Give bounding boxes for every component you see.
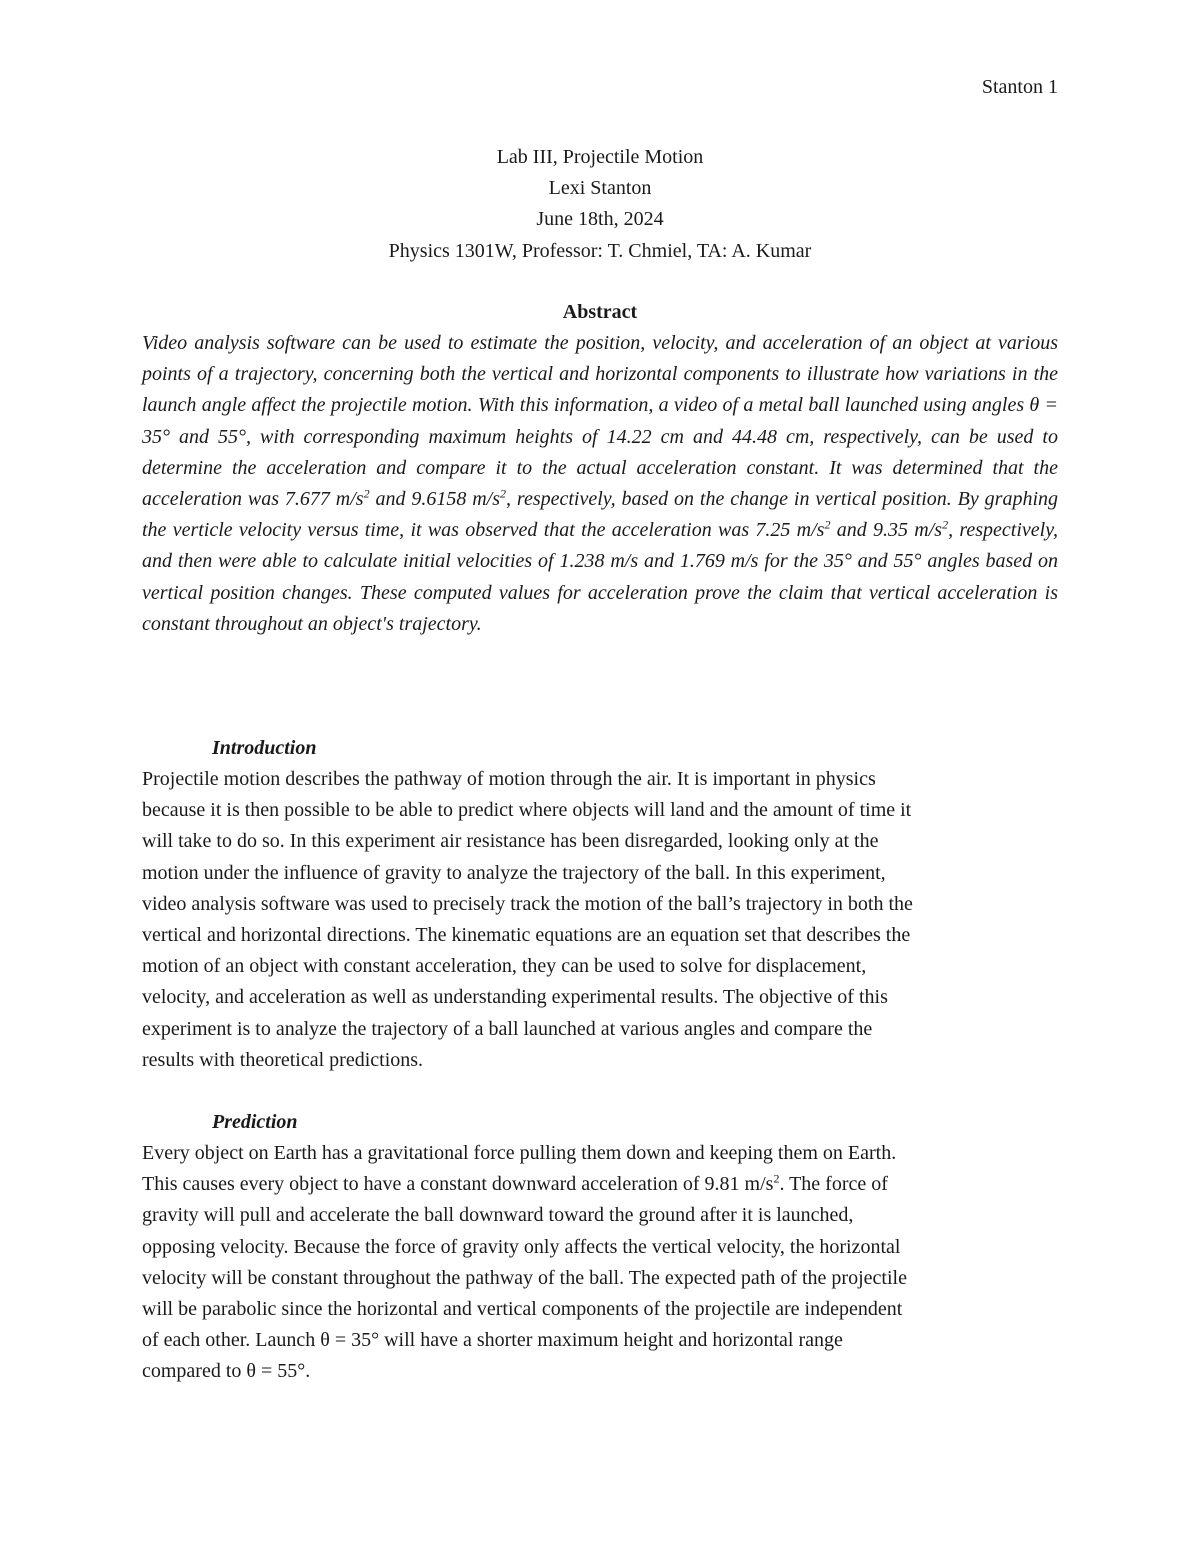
introduction-heading: Introduction bbox=[212, 737, 317, 759]
prediction-line: compared to θ = 55°. bbox=[142, 1360, 311, 1383]
prediction-line: velocity will be constant throughout the pathway of the ball. The expected path of the projectile bbox=[142, 1266, 907, 1289]
introduction-line: video analysis software was used to precisely track the motion of the ball’s trajectory in both the bbox=[142, 892, 913, 915]
title-block bbox=[0, 142, 1200, 267]
introduction-line: Projectile motion describes the pathway of motion through the air. It is important in physics bbox=[142, 768, 876, 790]
abstract-sup-3: 2 bbox=[824, 517, 831, 532]
abstract-text-5: , respectively, and then were able to calculate initial velocities of 1.238 m/s and 1.769 m/s for the 35° and 55° angles based on vertical position changes. These computed values for acceleration prove the claim that vertical acceleration is constant throughout an object's trajectory. bbox=[142, 519, 1058, 635]
report-date: June 18th, 2024 bbox=[536, 208, 664, 231]
page-number-header: Stanton 1 bbox=[981, 76, 1058, 98]
abstract-text-4: and 9.35 m/s bbox=[830, 519, 943, 542]
prediction-line: gravity will pull and accelerate the ball downward toward the ground after it is launched, bbox=[142, 1204, 854, 1227]
introduction-paragraph bbox=[142, 764, 1072, 1076]
introduction-line: will take to do so. In this experiment air resistance has been disregarded, looking only at the bbox=[142, 830, 879, 853]
prediction-line: opposing velocity. Because the force of gravity only affects the vertical velocity, the horizontal bbox=[142, 1235, 901, 1258]
course-info: Physics 1301W, Professor: T. Chmiel, TA: A. Kumar bbox=[388, 239, 812, 262]
prediction-line-2b: . The force of bbox=[779, 1173, 888, 1196]
prediction-line: of each other. Launch θ = 35° will have a shorter maximum height and horizontal range bbox=[142, 1329, 843, 1352]
introduction-line: motion under the influence of gravity to analyze the trajectory of the ball. In this experiment, bbox=[142, 861, 886, 884]
abstract-sup-4: 2 bbox=[942, 517, 949, 532]
abstract-text-3: , respectively, based on the change in vertical position. By graphing the verticle velocity versus time, it was observed that the acceleration was 7.25 m/s bbox=[142, 488, 1058, 542]
introduction-line: experiment is to analyze the trajectory of a ball launched at various angles and compare the bbox=[142, 1017, 873, 1040]
introduction-line: results with theoretical predictions. bbox=[142, 1048, 424, 1071]
abstract-sup-1: 2 bbox=[363, 486, 370, 501]
prediction-heading: Prediction bbox=[212, 1111, 298, 1133]
prediction-line: Every object on Earth has a gravitational force pulling them down and keeping them on Earth. bbox=[142, 1142, 897, 1164]
abstract-paragraph bbox=[142, 328, 1058, 640]
introduction-line: because it is then possible to be able to predict where objects will land and the amount of time it bbox=[142, 799, 912, 822]
introduction-line: motion of an object with constant acceleration, they can be used to solve for displacement, bbox=[142, 955, 867, 978]
introduction-line: velocity, and acceleration as well as understanding experimental results. The objective of this bbox=[142, 986, 888, 1009]
prediction-paragraph bbox=[142, 1138, 1072, 1388]
abstract-text-1: Video analysis software can be used to estimate the position, velocity, and acceleration of an object at various points of a trajectory, concerning both the vertical and horizontal components to illustrate how variations in the launch angle affect the projectile motion. With this information, a video of a metal ball launched using angles θ = 35° and 55°, with corresponding maximum heights of 14.22 cm and 44.48 cm, respectively, can be used to determine the acceleration and compare it to the actual acceleration constant. It was determined that the acceleration was 7.677 m/s bbox=[142, 332, 1058, 511]
author-name: Lexi Stanton bbox=[548, 177, 652, 200]
prediction-line bbox=[142, 1169, 1072, 1200]
abstract-heading: Abstract bbox=[562, 301, 638, 323]
prediction-line-2a: This causes every object to have a constant downward acceleration of 9.81 m/s bbox=[142, 1173, 774, 1196]
abstract-text-2: and 9.6158 m/s bbox=[369, 488, 501, 511]
introduction-line: vertical and horizontal directions. The kinematic equations are an equation set that describes the bbox=[142, 924, 911, 947]
abstract-sup-2: 2 bbox=[500, 486, 507, 501]
prediction-line: will be parabolic since the horizontal and vertical components of the projectile are independent bbox=[142, 1298, 903, 1321]
lab-title: Lab III, Projectile Motion bbox=[496, 146, 704, 168]
prediction-sup: 2 bbox=[773, 1171, 780, 1186]
